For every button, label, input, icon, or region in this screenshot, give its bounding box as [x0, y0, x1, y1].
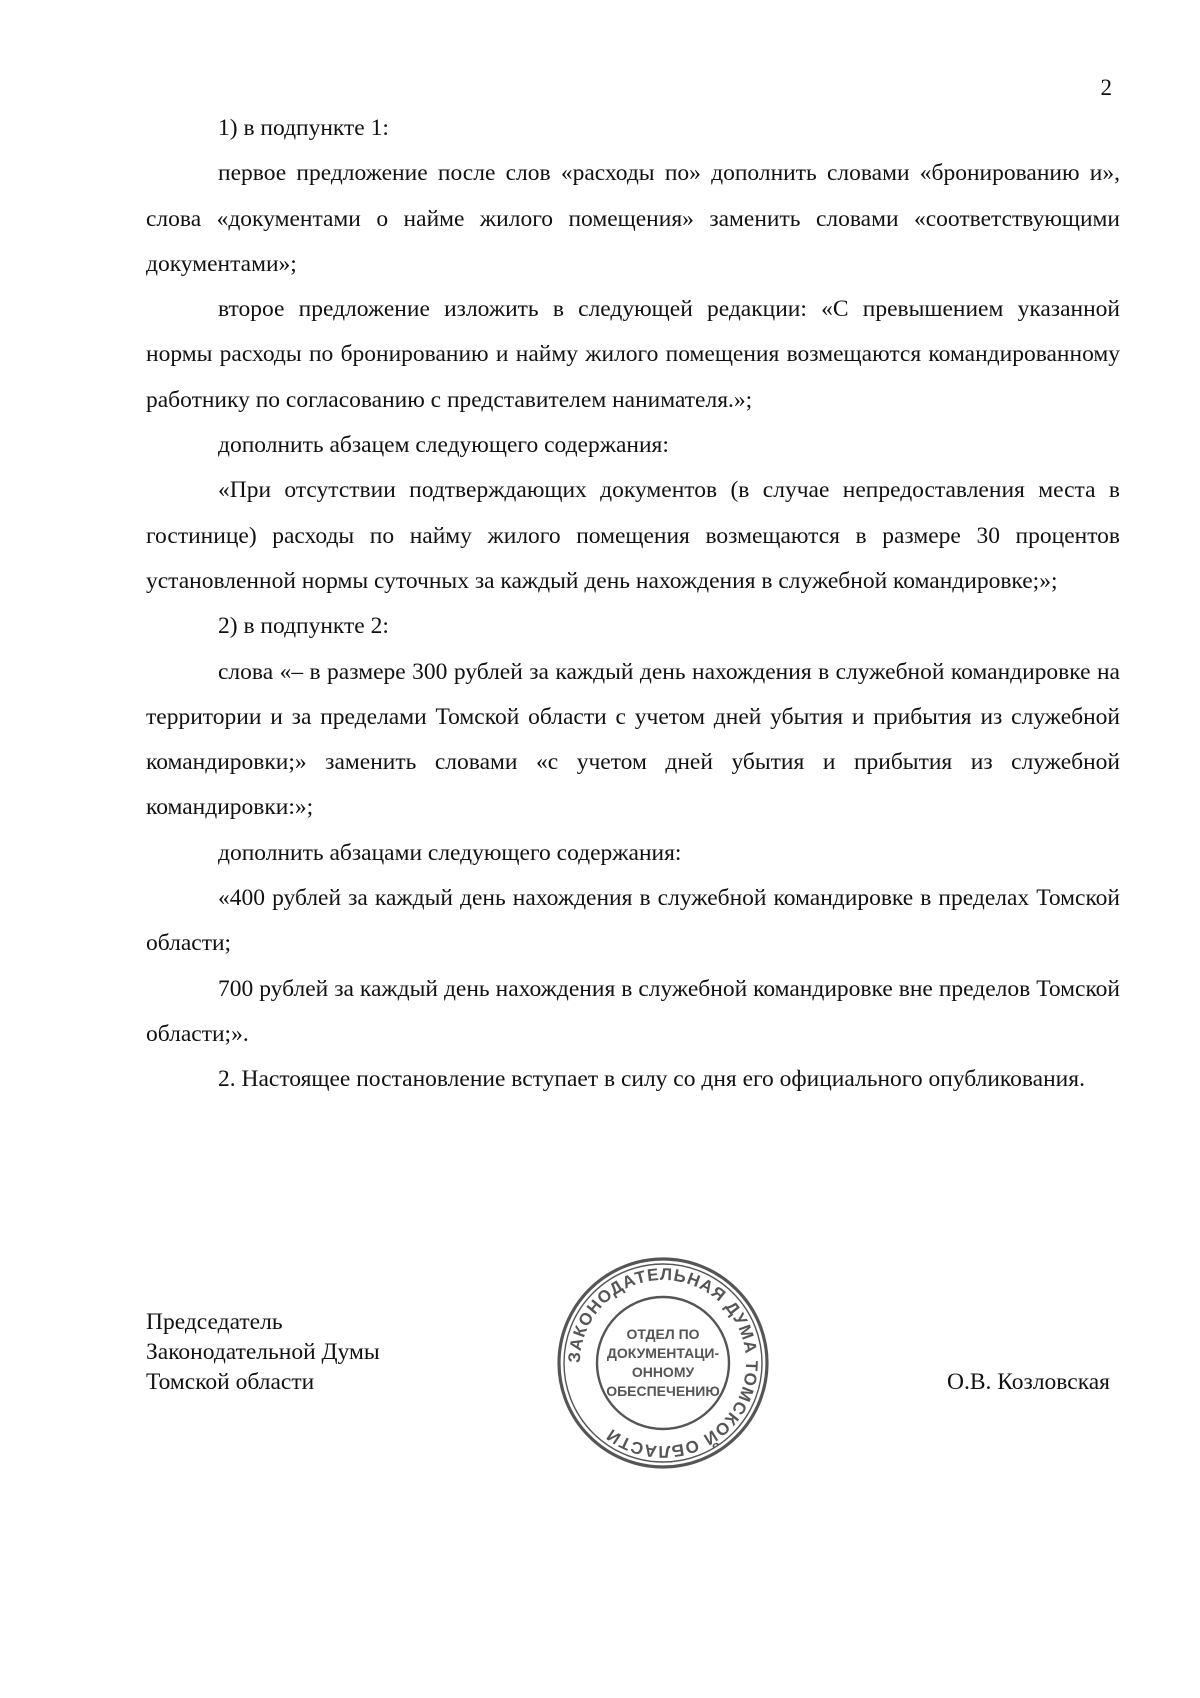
- stamp-outer-ring: [559, 1259, 767, 1467]
- stamp-center-line: ДОКУМЕНТАЦИ-: [606, 1345, 720, 1361]
- stamp-graphic: [553, 1253, 773, 1473]
- paragraph: 2) в подпункте 2:: [218, 613, 389, 640]
- paragraph: дополнить абзацем следующего содержания:: [218, 432, 669, 459]
- paragraph: 700 рублей за каждый день нахождения в служебной командировке вне пределов Томской области;».: [146, 975, 1120, 1047]
- paragraph: дополнить абзацами следующего содержания:: [218, 839, 682, 866]
- stamp-ring-text: ЗАКОНОДАТЕЛЬНАЯ ДУМА ТОМСКОЙ ОБЛАСТИ: [564, 1264, 762, 1462]
- page-number: 2: [1100, 75, 1112, 100]
- paragraph: второе предложение изложить в следующей редакции: «С превышением указанной нормы расходы по бронированию и найму жилого помещения возмещаются командированному работнику по согласованию с представителем нанимателя.»;: [146, 296, 1120, 413]
- signatory-position-line: Томской области: [146, 1369, 315, 1395]
- stamp-center-line: ОТДЕЛ ПО: [626, 1326, 700, 1342]
- paragraph: 1) в подпункте 1:: [218, 115, 389, 141]
- signatory-position: [146, 1307, 380, 1397]
- stamp-center-line: ОБЕСПЕЧЕНИЮ: [606, 1383, 720, 1399]
- paragraph: слова «– в размере 300 рублей за каждый день нахождения в служебной командировке на территории и за пределами Томской области с учетом дней убытия и прибытия из служебной командировки;» заменить словами «с учетом дней убытия и прибытия из служебной командировки:»;: [146, 658, 1120, 821]
- paragraph: «400 рублей за каждый день нахождения в служебной командировке в пределах Томской области;: [146, 885, 1120, 957]
- official-stamp: [553, 1253, 773, 1473]
- paragraph: «При отсутствии подтверждающих документов (в случае непредоставления места в гостинице) расходы по найму жилого помещения возмещаются в размере 30 процентов установленной нормы суточных за каждый день нахождения в служебной командировке;»;: [146, 477, 1120, 594]
- signatory-name: О.В. Козловская: [947, 1369, 1110, 1395]
- stamp-inner-ring: [597, 1297, 729, 1429]
- signatory-position-line: Председатель: [146, 1309, 283, 1335]
- paragraph: первое предложение после слов «расходы по» дополнить словами «бронированию и», слова «документами о найме жилого помещения» заменить словами «соответствующими документами»;: [146, 160, 1120, 277]
- document-body: [146, 106, 1120, 1103]
- stamp-center-line: ОННОМУ: [631, 1364, 695, 1380]
- signatory-position-line: Законодательной Думы: [146, 1339, 380, 1365]
- paragraph: 2. Настоящее постановление вступает в силу со дня его официального опубликования.: [218, 1066, 1085, 1093]
